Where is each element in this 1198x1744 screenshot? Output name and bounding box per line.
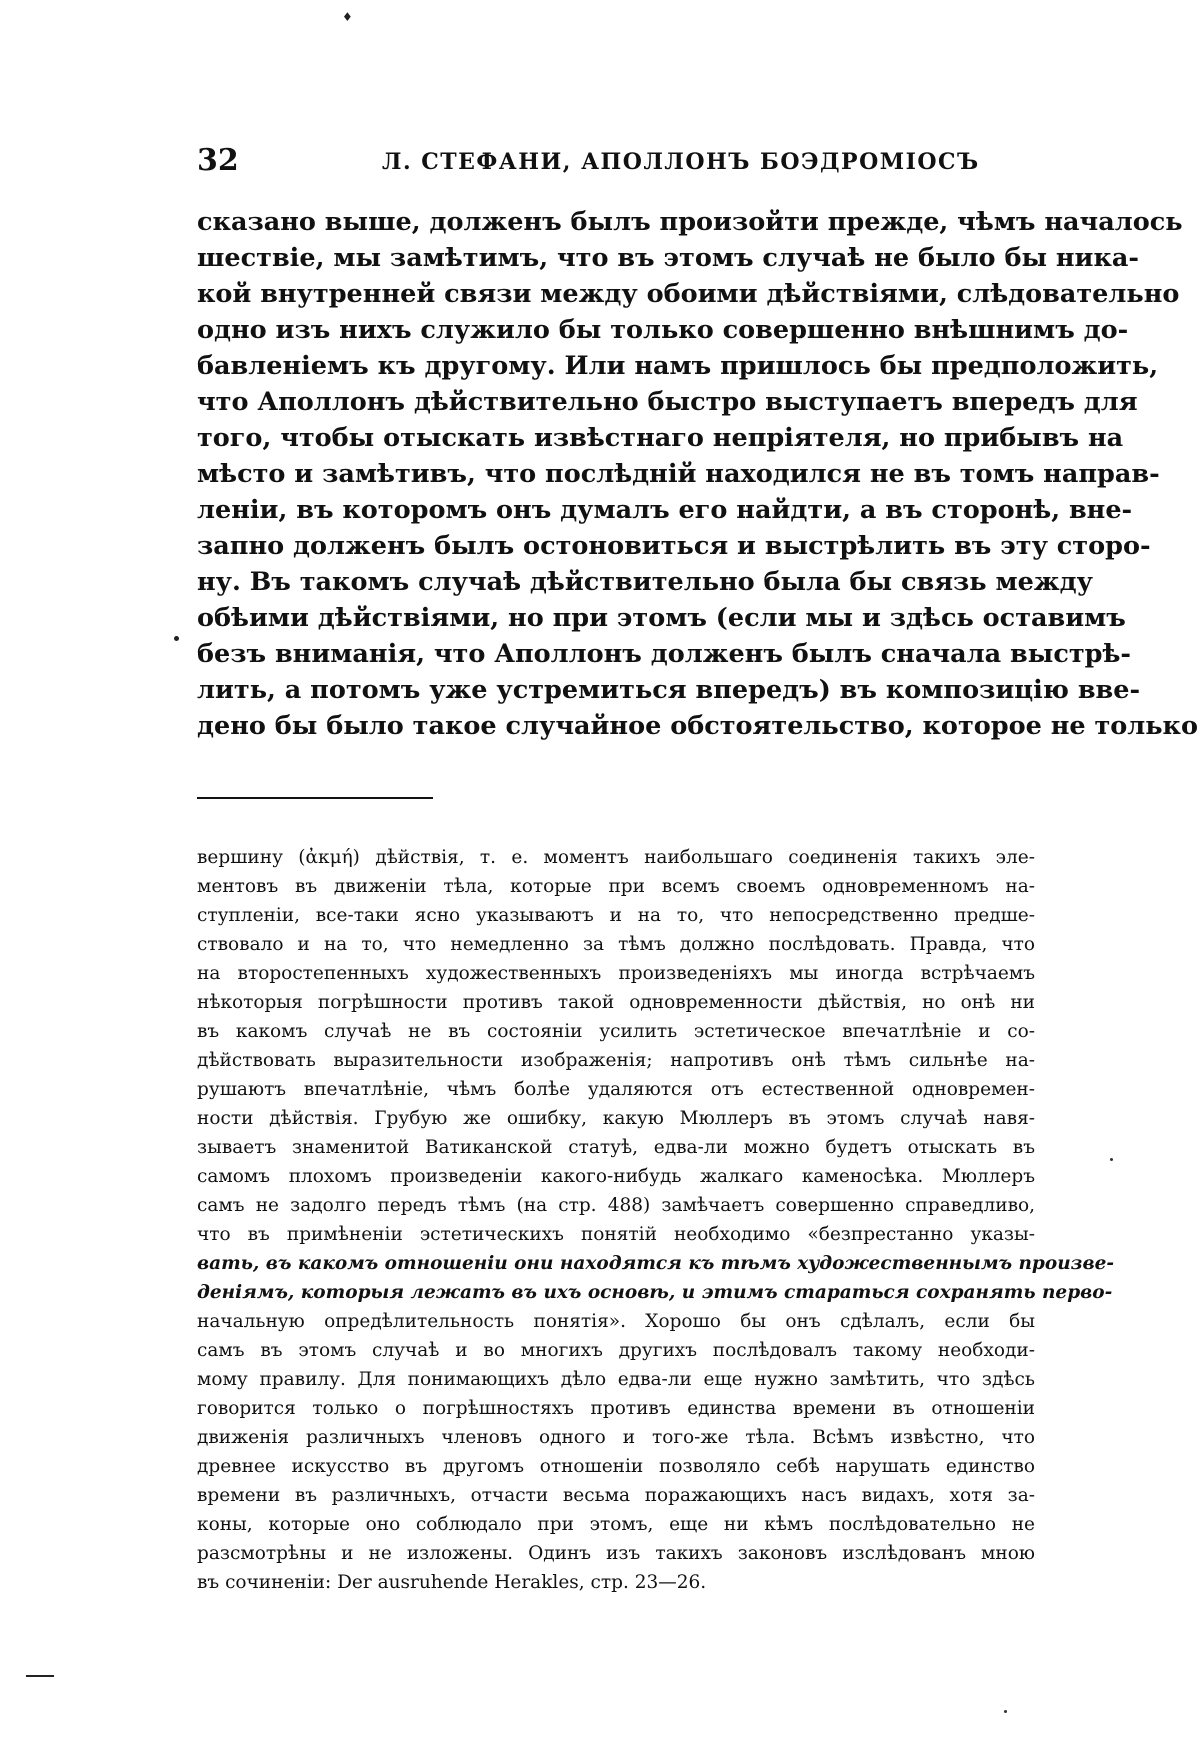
top-ornament-mark: ♦ — [342, 10, 353, 24]
footnote-line: самъ не задолго передъ тѣмъ (на стр. 488) замѣчаетъ совершенно справедливо, — [197, 1195, 1035, 1216]
footnote-line: самомъ плохомъ произведеніи какого-нибудь жалкаго каменосѣка. Мюллеръ — [197, 1166, 1035, 1187]
body-line: запно долженъ былъ остоновиться и выстрѣлить въ эту сторо- — [197, 531, 1151, 561]
footnote-line-quote: вать, въ какомъ отношеніи они находятся къ тѣмъ художественнымъ произве- — [197, 1253, 1115, 1274]
footnote-line: начальную опредѣлительность понятія». Хорошо бы онъ сдѣлалъ, если бы — [197, 1311, 1035, 1332]
footnote-line: самъ въ этомъ случаѣ и во многихъ другихъ послѣдовалъ такому необходи- — [197, 1340, 1035, 1361]
body-line: того, чтобы отыскать извѣстнаго непріятеля, но прибывъ на — [197, 423, 1124, 453]
footnote-line: въ какомъ случаѣ не въ состояніи усилить эстетическое впечатлѣніе и со- — [197, 1021, 1035, 1042]
body-line: леніи, въ которомъ онъ думалъ его найдти, а въ сторонѣ, вне- — [197, 495, 1133, 525]
footnote-line: зываетъ знаменитой Ватиканской статуѣ, едва-ли можно будетъ отыскать въ — [197, 1137, 1035, 1158]
running-head: Л. СТЕФАНИ, АПОЛЛОНЪ БОЭДРОМІОСЪ — [382, 149, 980, 175]
body-line: обѣими дѣйствіями, но при этомъ (если мы и здѣсь оставимъ — [197, 603, 1126, 633]
footnote-line: ности дѣйствія. Грубую же ошибку, какую Мюллеръ въ этомъ случаѣ навя- — [197, 1108, 1035, 1129]
body-line: мѣсто и замѣтивъ, что послѣдній находился не въ томъ направ- — [197, 459, 1160, 489]
footnote-line: въ сочиненіи: Der ausruhende Herakles, стр. 23—26. — [197, 1572, 707, 1593]
body-line: бавленіемъ къ другому. Или намъ пришлось бы предположить, — [197, 351, 1159, 381]
page-number: 32 — [197, 143, 239, 178]
body-line: сказано выше, долженъ былъ произойти прежде, чѣмъ началось — [197, 207, 1183, 237]
footnote-line: разсмотрѣны и не изложены. Одинъ изъ такихъ законовъ изслѣдованъ мною — [197, 1543, 1035, 1564]
footnote-line: вершину (ἀκμή) дѣйствія, т. е. моментъ наибольшаго соединенія такихъ эле- — [197, 847, 1035, 868]
footnote-separator — [197, 797, 433, 799]
footnote-line: древнее искусство въ другомъ отношеніи позволяло себѣ нарушать единство — [197, 1456, 1035, 1477]
footnote-line: рушаютъ впечатлѣніе, чѣмъ болѣе удаляются отъ естественной одновремен- — [197, 1079, 1035, 1100]
footnote-line-quote: деніямъ, которыя лежатъ въ ихъ основѣ, и этимъ стараться сохранять перво- — [197, 1282, 1113, 1303]
footnote-line: ступленіи, все-таки ясно указываютъ и на то, что непосредственно предше- — [197, 905, 1035, 926]
body-line: шествіе, мы замѣтимъ, что въ этомъ случаѣ не было бы ника- — [197, 243, 1139, 273]
scan-speck — [1110, 1158, 1113, 1161]
footnote-line: ментовъ въ движеніи тѣла, которые при всемъ своемъ одновременномъ на- — [197, 876, 1035, 897]
scan-speck — [1004, 1710, 1007, 1713]
page-header — [197, 141, 1035, 181]
footnote-line: говорится только о погрѣшностяхъ противъ единства времени въ отношеніи — [197, 1398, 1035, 1419]
footnote-line: времени въ различныхъ, отчасти весьма поражающихъ насъ видахъ, хотя за- — [197, 1485, 1035, 1506]
body-line: лить, а потомъ уже устремиться впередъ) въ композицію вве- — [197, 675, 1141, 705]
margin-dash — [26, 1675, 54, 1677]
body-line: безъ вниманія, что Аполлонъ долженъ былъ сначала выстрѣ- — [197, 639, 1131, 669]
margin-mark — [174, 636, 179, 641]
footnote-line: мому правилу. Для понимающихъ дѣло едва-ли еще нужно замѣтить, что здѣсь — [197, 1369, 1035, 1390]
body-line: ну. Въ такомъ случаѣ дѣйствительно была бы связь между — [197, 567, 1093, 597]
footnote-line: ствовало и на то, что немедленно за тѣмъ должно послѣдовать. Правда, что — [197, 934, 1035, 955]
body-line: что Аполлонъ дѣйствительно быстро выступаетъ впередъ для — [197, 387, 1138, 417]
footnote-line: что въ примѣненіи эстетическихъ понятій необходимо «безпрестанно указы- — [197, 1224, 1035, 1245]
footnote-line: нѣкоторыя погрѣшности противъ такой одновременности дѣйствія, но онѣ ни — [197, 992, 1035, 1013]
body-line: кой внутренней связи между обоими дѣйствіями, слѣдовательно — [197, 279, 1180, 309]
body-line: дено бы было такое случайное обстоятельство, которое не только — [197, 711, 1198, 741]
footnote-line: коны, которые оно соблюдало при этомъ, еще ни кѣмъ послѣдовательно не — [197, 1514, 1035, 1535]
footnote-line: дѣйствовать выразительности изображенія; напротивъ онѣ тѣмъ сильнѣе на- — [197, 1050, 1035, 1071]
body-line: одно изъ нихъ служило бы только совершенно внѣшнимъ до- — [197, 315, 1129, 345]
footnote-line: на второстепенныхъ художественныхъ произведеніяхъ мы иногда встрѣчаемъ — [197, 963, 1035, 984]
footnote-line: движенія различныхъ членовъ одного и того-же тѣла. Всѣмъ извѣстно, что — [197, 1427, 1035, 1448]
